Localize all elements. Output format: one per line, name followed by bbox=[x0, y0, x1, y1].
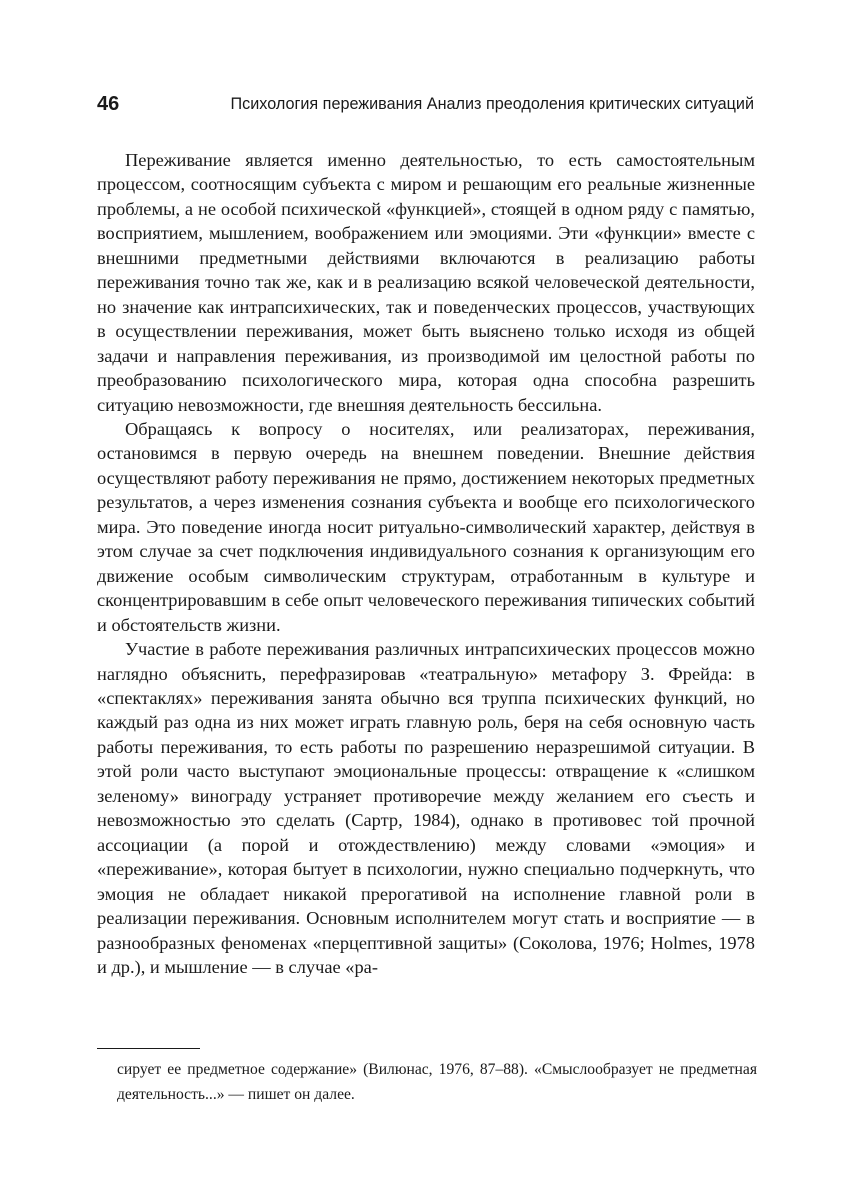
paragraph-1: Переживание является именно деятельностью, то есть самостоятельным процессом, соотносящим субъекта с миром и решающим его реальные жизненные проблемы, а не особой психической «функцией», стоящей в одном ряду с памятью, восприятием, мышлением, воображением или эмоциями. Эти «функции» вместе с внешними предметными действиями включаются в реализацию работы переживания точно так же, как и в реализацию всякой человеческой деятельности, но значение как интрапсихических, так и поведенческих процессов, участвующих в осуществлении переживания, может быть выяснено только исходя из общей задачи и направления переживания, из производимой им целостной работы по преобразованию психологического мира, которая одна способна разрешить ситуацию невозможности, где внешняя деятельность бессильна. bbox=[97, 150, 755, 415]
footnote-text: сирует ее предметное содержание» (Вилюнас, 1976, 87–88). «Смыслообразует не предметная деятельность...» — пишет он далее. bbox=[117, 1061, 757, 1103]
running-head-title: Психология переживания Анализ преодоления критических ситуаций bbox=[230, 95, 754, 113]
footnote bbox=[117, 1057, 757, 1107]
paragraph-2: Обращаясь к вопросу о носителях, или реализаторах, переживания, остановимся в первую очередь на внешнем поведении. Внешние действия осуществляют работу переживания не прямо, достижением некоторых предметных результатов, а через изменения сознания субъекта и вообще его психологического мира. Это поведение иногда носит ритуально-символический характер, действуя в этом случае за счет подключения индивидуального сознания к организующим его движение особым символическим структурам, отработанным в культуре и сконцентрировавшим в себе опыт человеческого переживания типических событий и обстоятельств жизни. bbox=[97, 418, 755, 635]
footnote-separator bbox=[97, 1048, 200, 1049]
paragraph-3: Участие в работе переживания различных интрапсихических процессов можно наглядно объяснить, перефразировав «театральную» метафору З. Фрейда: в «спектаклях» переживания занята обычно вся труппа психических функций, но каждый раз одна из них может играть главную роль, беря на себя основную часть работы переживания, то есть работы по разрешению неразрешимой ситуации. В этой роли часто выступают эмоциональные процессы: отвращение к «слишком зеленому» винограду устраняет противоречие между желанием его съесть и невозможностью это сделать (Сартр, 1984), однако в противовес той прочной ассоциации (а порой и отождествлению) между словами «эмоция» и «переживание», которая бытует в психологии, нужно специально подчеркнуть, что эмоция не обладает никакой прерогативой на исполнение главной роли в реализации переживания. Основным исполнителем могут стать и восприятие — в разнообразных феноменах «перцептивной защиты» (Соколова, 1976; Holmes, 1978 и др.), и мышление — в случае «ра- bbox=[97, 639, 755, 977]
page-number: 46 bbox=[97, 93, 120, 115]
main-text bbox=[97, 148, 755, 979]
